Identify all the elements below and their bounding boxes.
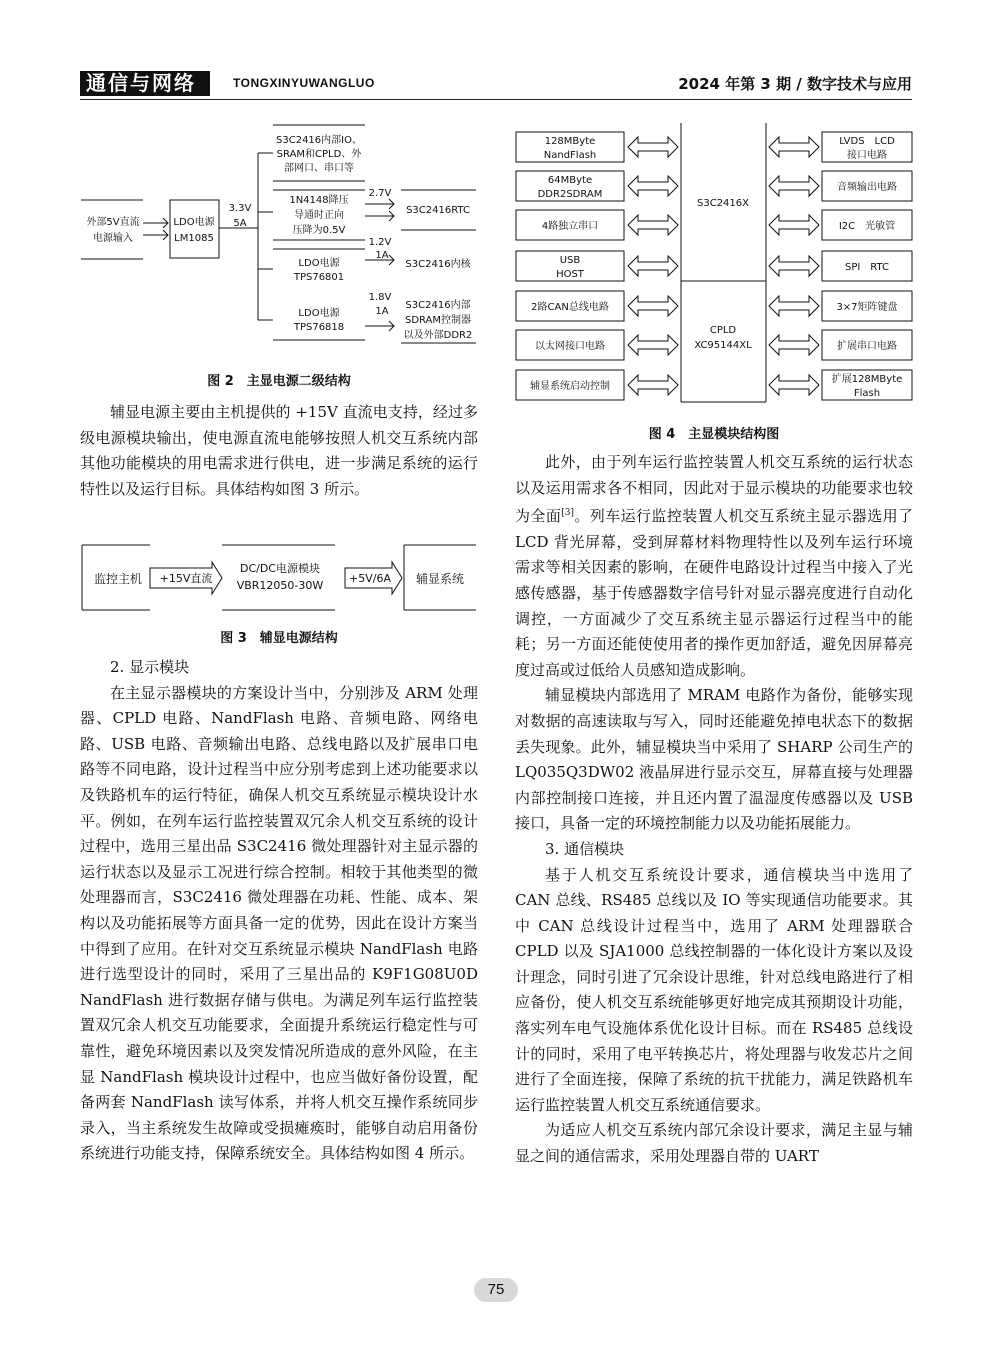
fig2-b4: LDO电源 <box>298 308 340 319</box>
journal-title-cn: 通信与网络 <box>80 71 210 96</box>
section-heading: 2. 显示模块 <box>110 658 190 676</box>
fig3-module-model: VBR12050-30W <box>236 579 324 592</box>
fig4-left-label: 128MByte <box>544 136 596 147</box>
double-arrow-icon <box>628 256 678 276</box>
fig2-t1: S3C2416RTC <box>406 205 470 216</box>
fig4-right-label: 音频输出电路 <box>837 182 897 193</box>
fig4-left-label: 辅显系统启动控制 <box>530 381 610 392</box>
fig4-right-label: Flash <box>853 388 881 399</box>
double-arrow-icon <box>628 296 678 316</box>
fig2-ldo-model: LM1085 <box>174 233 214 244</box>
fig4-left-label: HOST <box>556 269 584 280</box>
left-column-lower <box>80 655 478 1167</box>
fig2-v18: 1.8V <box>368 292 392 303</box>
fig4-cpld-model: XC95144XL <box>694 340 752 351</box>
fig4-left-label: 64MByte <box>547 175 593 186</box>
citation-ref[interactable]: [3] <box>561 508 574 519</box>
fig4-cpld: CPLD <box>709 325 737 336</box>
paragraph: 为适应人机交互系统内部冗余设计要求，满足主显与辅显之间的通信需求，采用处理器自带的 UART <box>515 1121 913 1166</box>
fig2-a12: 1A <box>375 250 389 261</box>
double-arrow-icon <box>769 296 819 316</box>
double-arrow-icon <box>769 137 819 157</box>
fig2-b2-3: 压降为0.5V <box>292 225 346 236</box>
fig3-target: 辅显系统 <box>415 572 465 586</box>
fig2-v27: 2.7V <box>368 188 392 199</box>
double-arrow-icon <box>628 375 678 395</box>
fig4-left-label: DDR2SDRAM <box>537 189 603 200</box>
fig4-left-label: USB <box>559 255 581 266</box>
fig3-module: DC/DC电源模块 <box>239 562 321 575</box>
fig4-right-label: 扩展128MByte <box>831 374 903 385</box>
fig4-left-label: NandFlash <box>543 150 597 161</box>
journal-title-en: TONGXINYUWANGLUO <box>233 76 375 90</box>
fig2-input: 外部5V直流 <box>86 217 140 228</box>
fig4-right-label: SPI RTC <box>844 262 890 273</box>
double-arrow-icon <box>769 256 819 276</box>
fig3-in-v: +15V直流 <box>159 572 213 585</box>
double-arrow-icon <box>769 375 819 395</box>
fig2-t2: S3C2416内核 <box>405 259 471 270</box>
fig2-main-a: 5A <box>233 218 247 229</box>
issue-info: 2024 年第 3 期 / 数字技术与应用 <box>678 75 912 93</box>
double-arrow-icon <box>769 335 819 355</box>
double-arrow-icon <box>628 137 678 157</box>
fig4-left-label: 以太网接口电路 <box>535 341 605 352</box>
fig3-out-v: +5V/6A <box>349 572 391 585</box>
fig2-b2-2: 导通时正向 <box>294 210 344 221</box>
paragraph: 辅显电源主要由主机提供的 +15V 直流电支持，经过多级电源模块输出，使电源直流电能够按照人机交互系统内部其他功能模块的用电需求进行供电，进一步满足系统的运行特性以及运行目标。具体结构如图 3 所示。 <box>80 403 478 498</box>
text: 。列车运行监控装置人机交互系统主显示器选用了 LCD 背光屏幕，受到屏幕材料物理特性以及列车运行环境需求等相关因素的影响，在硬件电路设计过程当中接入了光感传感器，基于传感器数字信号针对显示器亮度进行自动化调控，一方面减少了交互系统主显示器运行过程当中的能耗；另一方面还能使使用者的操作更加舒适，避免因屏幕亮度过高或过低给人员感知造成影响。 <box>515 507 913 679</box>
double-arrow-icon <box>769 215 819 235</box>
fig2-t3-3: 以及外部DDR2 <box>403 330 473 341</box>
fig2-a18: 1A <box>375 306 389 317</box>
fig3-host: 监控主机 <box>93 572 143 586</box>
fig2-main-v: 3.3V <box>228 203 252 214</box>
double-arrow-icon <box>769 176 819 196</box>
fig4-right-label: LVDS LCD <box>839 136 895 147</box>
fig4-left-label: 4路独立串口 <box>541 221 599 232</box>
fig2-b3-2: TPS76801 <box>293 272 345 283</box>
fig2-b1-2: SRAM和CPLD、外 <box>276 149 362 160</box>
fig4-right-label: I2C 光敏管 <box>838 221 896 232</box>
double-arrow-icon <box>628 335 678 355</box>
fig2-b1: S3C2416内部IO、 <box>276 135 362 146</box>
figure-3-caption: 图 3 辅显电源结构 <box>220 631 338 646</box>
double-arrow-icon <box>628 176 678 196</box>
figure-2-caption: 图 2 主显电源二级结构 <box>207 374 351 389</box>
fig2-t3: S3C2416内部 <box>405 300 471 311</box>
double-arrow-icon <box>628 215 678 235</box>
right-column <box>515 450 913 1170</box>
left-column <box>80 400 478 502</box>
fig4-right-label: 扩展串口电路 <box>837 341 897 352</box>
fig2-t3-2: SDRAM控制器 <box>404 315 472 326</box>
fig2-ldo: LDO电源 <box>173 217 215 228</box>
fig2-b2: 1N4148降压 <box>289 195 349 206</box>
figure-4-caption: 图 4 主显模块结构图 <box>648 427 780 442</box>
paragraph <box>515 450 913 683</box>
fig2-input-2: 电源输入 <box>93 233 133 244</box>
paragraph: 基于人机交互系统设计要求，通信模块当中选用了 CAN 总线、RS485 总线以及 IO 等实现通信功能要求。其中 CAN 总线设计过程当中，选用了 ARM 处理器联合 CPLD 以及 SJA1000 总线控制器的一体化设计方案以及设计理念，同时引进了冗余设计思维，针对总线电路进行了相应备份，使人机交互系统能够更好地完成其预期设计功能，落实列车电气设施体系优化设计目标。而在 RS485 总线设计的同时，采用了电平转换芯片，将处理器与收发芯片之间进行了全面连接，保障了系统的抗干扰能力，满足铁路机车运行监控装置人机交互系统通信要求。 <box>515 865 913 1114</box>
fig2-b4-2: TPS76818 <box>293 322 345 333</box>
page-number: 75 <box>474 1278 518 1302</box>
section-heading: 3. 通信模块 <box>545 839 625 858</box>
fig4-right-label: 3×7矩阵键盘 <box>836 302 898 313</box>
fig4-left-label: 2路CAN总线电路 <box>531 302 609 313</box>
figure-4-diagram <box>0 0 992 410</box>
paragraph: 辅显模块内部选用了 MRAM 电路作为备份，能够实现对数据的高速读取与写入，同时还能避免掉电状态下的数据丢失现象。此外，辅显模块当中采用了 SHARP 公司生产的 LQ035Q3DW02 液晶屏进行显示交互，屏幕直接与处理器内部控制接口连接，并且还内置了温湿度传感器以及 USB 接口，具备一定的环境控制能力以及功能拓展能力。 <box>515 686 913 833</box>
fig2-v12: 1.2V <box>368 237 392 248</box>
figure-3-diagram <box>0 540 496 620</box>
fig2-b1-3: 部网口、串口等 <box>284 163 354 174</box>
paragraph: 在主显示器模块的方案设计当中，分别涉及 ARM 处理器、CPLD 电路、NandFlash 电路、音频电路、网络电路、USB 电路、音频输出电路、总线电路以及扩展串口电路等不同电路，设计过程当中应分别考虑到上述功能要求以及铁路机车的运行特征，确保人机交互系统显示模块设计水平。例如，在列车运行监控装置双冗余人机交互系统的设计过程中，选用三星出品 S3C2416 微处理器针对主显示器的运行状态以及显示工况进行综合控制。相较于其他类型的微处理器而言，S3C2416 微处理器在功耗、性能、成本、架构以及功能拓展等方面具备一定的优势，因此在设计方案当中得到了应用。在针对交互系统显示模块 NandFlash 电路进行选型设计的同时，采用了三星出品的 K9F1G08U0D NandFlash 进行数据存储与供电。为满足列车运行监控装置双冗余人机交互功能要求，全面提升系统运行稳定性与可靠性，避免环境因素以及突发情况所造成的意外风险，在主显 NandFlash 模块设计过程中，也应当做好备份设置，配备两套 NandFlash 读写体系，并将人机交互操作系统同步录入，当主系统发生故障或受损瘫痪时，能够自动启用备份系统进行功能支持，保障系统安全。具体结构如图 4 所示。 <box>80 683 478 1163</box>
fig4-cpu: S3C2416X <box>697 198 749 209</box>
text: 此外，由于列车运行监控装置人机交互系统的运行状态以及运用需求各不相同，因此对于显示模块的功能要求也较为全面 <box>515 453 913 526</box>
fig2-b3: LDO电源 <box>298 258 340 269</box>
fig4-right-label: 接口电路 <box>847 150 887 161</box>
